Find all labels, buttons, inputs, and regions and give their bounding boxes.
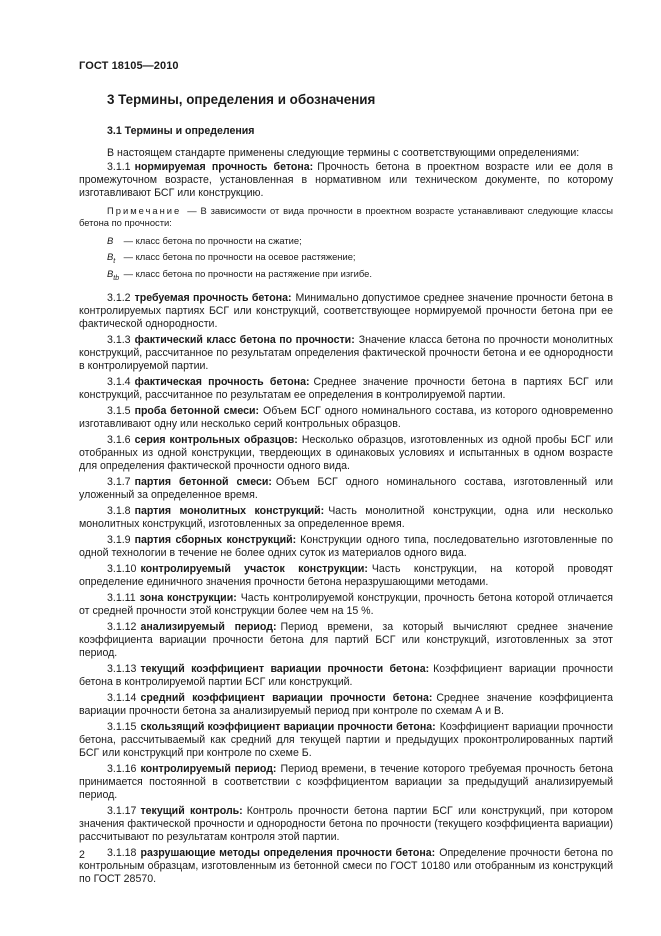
note-item-text: — класс бетона по прочности на растяжение при изгибе.: [123, 267, 372, 279]
term-entry: 3.1.8 партия монолитных конструкций: Часть монолитной конструкции, одна или несколько монолитных конструкций, изготовленных за определенное время.: [79, 504, 613, 530]
term-definition: Прочность бетона в проектном возрасте или ее доля в промежуточном возрасте, установленная в нормативном или техническом документе, по которому изготавливают БСГ или конструкцию.: [79, 161, 613, 199]
term-entry: 3.1.10 контролируемый участок конструкции: Часть конструкции, на которой проводят определение единичного значения прочности бетона неразрушающими методами.: [79, 562, 613, 588]
term-entry: 3.1.12 анализируемый период: Период времени, за который вычисляют среднее значение коэффициента вариации прочности бетона для партий БСГ или конструкций, изготовленных за этот период.: [79, 620, 613, 659]
term-entry: 3.1.4 фактическая прочность бетона: Среднее значение прочности бетона в партиях БСГ или конструкций, рассчитанное по результатам ее определения в контролируемой партии.: [79, 375, 614, 401]
section-title: 3 Термины, определения и обозначения: [107, 92, 376, 107]
note-item: [107, 268, 613, 285]
note-label: Примечание: [107, 205, 182, 216]
term-entry: 3.1.14 средний коэффициент вариации прочности бетона: Среднее значение коэффициента вариации прочности бетона за анализируемый период при контроле по схемам А и В.: [79, 691, 613, 717]
term-entry: [79, 161, 613, 200]
term-entry: 3.1.15 скользящий коэффициент вариации прочности бетона: Коэффициент вариации прочности бетона, рассчитываемый как средний для текущей партии и предыдущих проконтролированных партий БСГ или конструкций при контроле по схеме Б.: [79, 720, 613, 759]
subsection-title: 3.1 Термины и определения: [107, 125, 255, 137]
note-item: [107, 251, 613, 268]
term-entry: 3.1.9 партия сборных конструкций: Конструкции одного типа, последовательно изготовленные по одной технологии в течение не более одних суток из материалов одного вида.: [79, 533, 613, 559]
page-number: 2: [79, 849, 85, 861]
symbol: $B_t$: [107, 251, 116, 266]
term-entry: 3.1.16 контролируемый период: Период времени, в течение которого требуемая прочность бетона принимается постоянной в соответствии с коэффициентом вариации за предыдущий анализируемый период.: [79, 762, 613, 801]
term-number: 3.1.1: [107, 161, 131, 173]
term-entry: 3.1.5 проба бетонной смеси: Объем БСГ одного номинального состава, из которого одновременно изготавливают одну или несколько серий контрольных образцов.: [79, 404, 613, 430]
term-entry: 3.1.3 фактический класс бетона по прочности: Значение класса бетона по прочности монолитных конструкций, рассчитанное по результатам определения фактической прочности бетона и ее однородности в контролируемой партии.: [79, 333, 613, 372]
term-name: нормируемая прочность бетона:: [134, 161, 314, 173]
term-entry: 3.1.7 партия бетонной смеси: Объем БСГ одного номинального состава, изготовленный или уложенный за определенное время.: [79, 475, 614, 501]
note-item-text: — класс бетона по прочности на осевое растяжение;: [123, 251, 356, 263]
symbol: B: [107, 234, 114, 246]
standard-header: ГОСТ 18105—2010: [79, 60, 179, 72]
note-item: [107, 235, 613, 252]
symbol: $B_{tb}$: [107, 267, 120, 282]
document-body: [79, 91, 613, 889]
term-entry: 3.1.2 требуемая прочность бетона: Минимально допустимое среднее значение прочности бетона в контролируемых партиях БСГ или конструкций, соответствующее нормируемой прочности бетона при ее фактической однородности.: [79, 291, 613, 330]
term-entry: 3.1.6 серия контрольных образцов: Несколько образцов, изготовленных из одной пробы БСГ или отобранных из одной конструкции, твердеющих в одинаковых условиях и испытанных в одном возрасте для определения фактической прочности одного вида.: [79, 433, 613, 472]
note-item-text: — класс бетона по прочности на сжатие;: [123, 234, 302, 246]
term-entry: 3.1.18 разрушающие методы определения прочности бетона: Определение прочности бетона по контрольным образцам, изготовленным из бетонной смеси по ГОСТ 10180 или отобранным из конструкций по ГОСТ 28570.: [79, 846, 613, 885]
note-text: — В зависимости от вида прочности в проектном возрасте устанавливают следующие классы бетона по прочности:: [79, 205, 613, 228]
term-entry: 3.1.11 зона конструкции: Часть контролируемой конструкции, прочность бетона которой отличается от средней прочности этой конструкции более чем на 15 %.: [79, 591, 613, 617]
term-entry: 3.1.17 текущий контроль: Контроль прочности бетона партии БСГ или конструкций, при котором значения фактической прочности и однородности бетона по прочности (текущего коэффициента вариации) рассчитывают по результатам контроля этой партии.: [79, 804, 613, 843]
note-paragraph: [79, 205, 613, 229]
intro-paragraph: В настоящем стандарте применены следующие термины с соответствующими определениями:: [107, 147, 580, 159]
term-entry: 3.1.13 текущий коэффициент вариации прочности бетона: Коэффициент вариации прочности бетона в контролируемой партии БСГ или конструкций.: [79, 662, 613, 688]
